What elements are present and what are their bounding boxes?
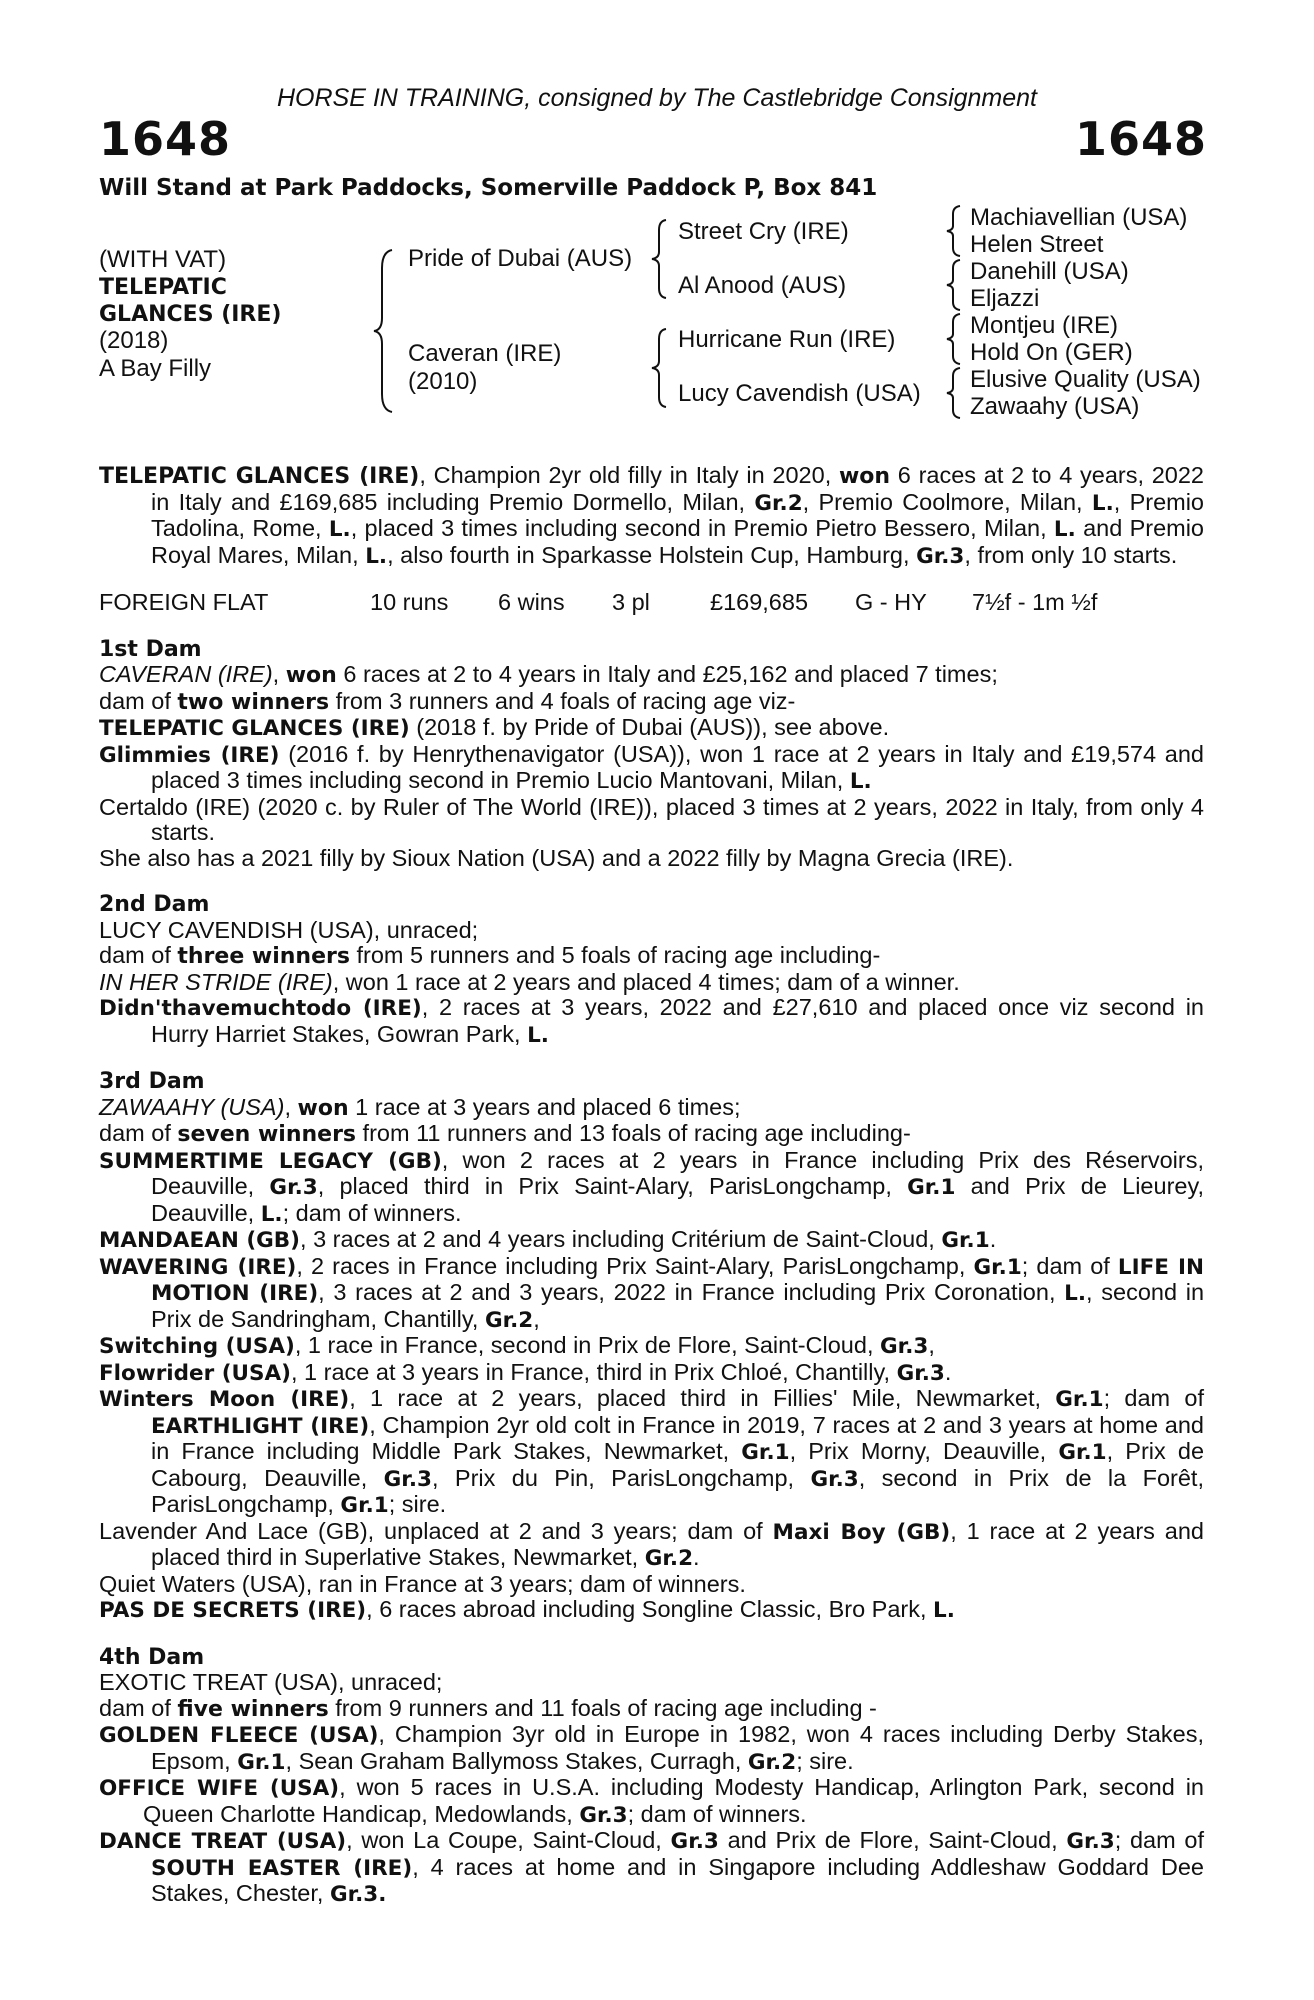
dam3-switching: Switching (USA), 1 race in France, second in Prix de Flore, Saint-Cloud, Gr.3, bbox=[99, 1332, 935, 1359]
dam: Caveran (IRE) bbox=[408, 340, 562, 367]
dam3-winters-moon: Winters Moon (IRE), 1 race at 2 years, placed third in Fillies' Mile, Newmarket, Gr.1; dam of EARTHLIGHT (IRE), Champion 2yr old colt in France in 2019, 7 races at 2 and 3 years at home and in France including Middle Park Stakes, Newmarket, Gr.1, Prix Morny, Deauville, Gr.1, Prix de Cabourg, Deauville, Gr.3, Prix du Pin, ParisLongchamp, Gr.3, second in Prix de la Forêt, ParisLongchamp, Gr.1; sire. bbox=[99, 1385, 1205, 1518]
lot-number-left: 1648 bbox=[99, 112, 232, 166]
catalogue-text bbox=[99, 463, 1204, 1908]
dam1-dam-of: dam of two winners from 3 runners and 4 foals of racing age viz- bbox=[99, 687, 796, 715]
dam1-name: CAVERAN (IRE), won 6 races at 2 to 4 years in Italy and £25,162 and placed 7 times; bbox=[99, 661, 998, 688]
dam2-name: LUCY CAVENDISH (USA), unraced; bbox=[99, 916, 479, 943]
dam4-name: EXOTIC TREAT (USA), unraced; bbox=[99, 1669, 443, 1695]
dam2-dam-of: dam of three winners from 5 runners and 5 foals of racing age including- bbox=[99, 942, 881, 969]
pedigree-brace-main bbox=[370, 248, 400, 414]
ff-going: G - HY bbox=[855, 589, 927, 615]
horse-name-2: GLANCES (IRE) bbox=[99, 302, 282, 327]
sire: Pride of Dubai (AUS) bbox=[408, 245, 633, 272]
gg-4: Eljazzi bbox=[970, 285, 1040, 312]
consignment-line: HORSE IN TRAINING, consigned by The Castlebridge Consignment bbox=[276, 84, 1038, 112]
brace-g3-4 bbox=[944, 366, 964, 420]
ff-earnings: £169,685 bbox=[710, 589, 809, 615]
ff-runs: 10 runs bbox=[370, 589, 449, 615]
dam4-dam-of: dam of five winners from 9 runners and 11 foals of racing age including - bbox=[99, 1694, 877, 1722]
gg-6: Hold On (GER) bbox=[970, 339, 1133, 366]
dam3-mandaean: MANDAEAN (GB), 3 races at 2 and 4 years including Critérium de Saint-Cloud, Gr.1. bbox=[99, 1226, 997, 1253]
gg-5: Montjeu (IRE) bbox=[970, 312, 1119, 339]
sire-sire: Street Cry (IRE) bbox=[678, 218, 849, 245]
dam4-heading: 4th Dam bbox=[99, 1644, 205, 1670]
brace-g3-1 bbox=[944, 204, 964, 258]
ff-label: FOREIGN FLAT bbox=[99, 589, 269, 615]
dam1-offspring-2: Glimmies (IRE) (2016 f. by Henrythenavigator (USA)), won 1 race at 2 years in Italy and £19,574 and placed 3 times including second in Premio Lucio Mantovani, Milan, L. bbox=[99, 740, 1204, 794]
pedigree-brace-sire bbox=[648, 218, 670, 300]
gg-7: Elusive Quality (USA) bbox=[970, 366, 1201, 393]
dam2-offspring-2: Didn'thavemuchtodo (IRE), 2 races at 3 years, 2022 and £27,610 and placed once viz second in Hurry Harriet Stakes, Gowran Park, L. bbox=[99, 994, 1204, 1048]
dam3-flowrider: Flowrider (USA), 1 race at 3 years in France, third in Prix Chloé, Chantilly, Gr.3. bbox=[99, 1358, 952, 1386]
ff-distance: 7½f - 1m ½f bbox=[972, 589, 1098, 615]
dam3-pas-de-secrets: PAS DE SECRETS (IRE), 6 races abroad including Songline Classic, Bro Park, L. bbox=[99, 1596, 955, 1623]
gg-8: Zawaahy (USA) bbox=[970, 393, 1140, 420]
stand-location: Will Stand at Park Paddocks, Somerville Paddock P, Box 841 bbox=[99, 175, 878, 201]
dam1-note: She also has a 2021 filly by Sioux Nation (USA) and a 2022 filly by Magna Grecia (IRE). bbox=[99, 844, 1014, 871]
dam-year: (2010) bbox=[408, 368, 478, 395]
gg-3: Danehill (USA) bbox=[970, 258, 1129, 285]
dam3-heading: 3rd Dam bbox=[99, 1069, 205, 1094]
dam3-wavering: WAVERING (IRE), 2 races in France including Prix Saint-Alary, ParisLongchamp, Gr.1; dam of LIFE IN MOTION (IRE), 3 races at 2 and 3 years, 2022 in France including Prix Coronation, L., second in Prix de Sandringham, Chantilly, Gr.2, bbox=[99, 1252, 1205, 1333]
dam4-golden-fleece: GOLDEN FLEECE (USA), Champion 3yr old in Europe in 1982, won 4 races including Derby Stakes, Epsom, Gr.1, Sean Graham Ballymoss Stakes, Curragh, Gr.2; sire. bbox=[99, 1721, 1204, 1775]
gg-2: Helen Street bbox=[970, 231, 1104, 258]
dam-sire: Hurricane Run (IRE) bbox=[678, 326, 896, 353]
dam1-heading: 1st Dam bbox=[99, 636, 202, 662]
brace-g3-3 bbox=[944, 312, 964, 366]
horse-year: (2018) bbox=[99, 327, 169, 354]
dam4-office-wife: OFFICE WIFE (USA), won 5 races in U.S.A. including Modesty Handicap, Arlington Park, second in Queen Charlotte Handicap, Medowlands, Gr.3; dam of winners. bbox=[99, 1774, 1204, 1828]
dam3-lavender-and-lace: Lavender And Lace (GB), unplaced at 2 and 3 years; dam of Maxi Boy (GB), 1 race at 2 years and placed third in Superlative Stakes, Newmarket, Gr.2. bbox=[99, 1517, 1204, 1571]
horse-description: A Bay Filly bbox=[99, 355, 212, 382]
dam4-dance-treat: DANCE TREAT (USA), won La Coupe, Saint-Cloud, Gr.3 and Prix de Flore, Saint-Cloud, Gr.3; dam of SOUTH EASTER (IRE), 4 races at home and in Singapore including Addleshaw Goddard Dee Stakes, Chester, Gr.3. bbox=[99, 1827, 1204, 1907]
dam3-dam-of: dam of seven winners from 11 runners and 13 foals of racing age including- bbox=[99, 1120, 911, 1147]
dam2-heading: 2nd Dam bbox=[99, 892, 210, 917]
horse-vat: (WITH VAT) bbox=[99, 246, 227, 273]
gg-1: Machiavellian (USA) bbox=[970, 204, 1188, 231]
dam-dam: Lucy Cavendish (USA) bbox=[678, 380, 921, 407]
dam3-name: ZAWAAHY (USA), won 1 race at 3 years and placed 6 times; bbox=[99, 1093, 741, 1121]
dam2-offspring-1: IN HER STRIDE (IRE), won 1 race at 2 years and placed 4 times; dam of a winner. bbox=[99, 968, 960, 995]
pedigree-brace-dam bbox=[648, 327, 670, 409]
dam1-offspring-1: TELEPATIC GLANCES (IRE) (2018 f. by Pride of Dubai (AUS)), see above. bbox=[99, 714, 890, 741]
sire-dam: Al Anood (AUS) bbox=[678, 272, 847, 299]
horse-name-1: TELEPATIC bbox=[99, 275, 227, 300]
foreign-flat-record bbox=[99, 590, 1204, 616]
ff-wins: 6 wins bbox=[498, 589, 565, 615]
ff-placed: 3 pl bbox=[612, 589, 650, 615]
dam3-quiet-waters: Quiet Waters (USA), ran in France at 3 years; dam of winners. bbox=[99, 1570, 746, 1597]
dam1-offspring-3: Certaldo (IRE) (2020 c. by Ruler of The World (IRE)), placed 3 times at 2 years, 2022 in Italy, from only 4 starts. bbox=[99, 793, 1204, 845]
summary-paragraph: TELEPATIC GLANCES (IRE), Champion 2yr old filly in Italy in 2020, won 6 races at 2 to 4 years, 2022 in Italy and £169,685 including Premio Dormello, Milan, Gr.2, Premio Coolmore, Milan, L., Premio Tadolina, Rome, L., placed 3 times including second in Premio Pietro Bessero, Milan, L. and Premio Royal Mares, Milan, L., also fourth in Sparkasse Holstein Cup, Hamburg, Gr.3, from only 10 starts. bbox=[99, 462, 1205, 569]
brace-g3-2 bbox=[944, 258, 964, 312]
lot-number-right: 1648 bbox=[1074, 112, 1207, 166]
dam3-summertime-legacy: SUMMERTIME LEGACY (GB), won 2 races at 2 years in France including Prix des Réservoirs, Deauville, Gr.3, placed third in Prix Saint-Alary, ParisLongchamp, Gr.1 and Prix de Lieurey, Deauville, L.; dam of winners. bbox=[99, 1146, 1204, 1227]
